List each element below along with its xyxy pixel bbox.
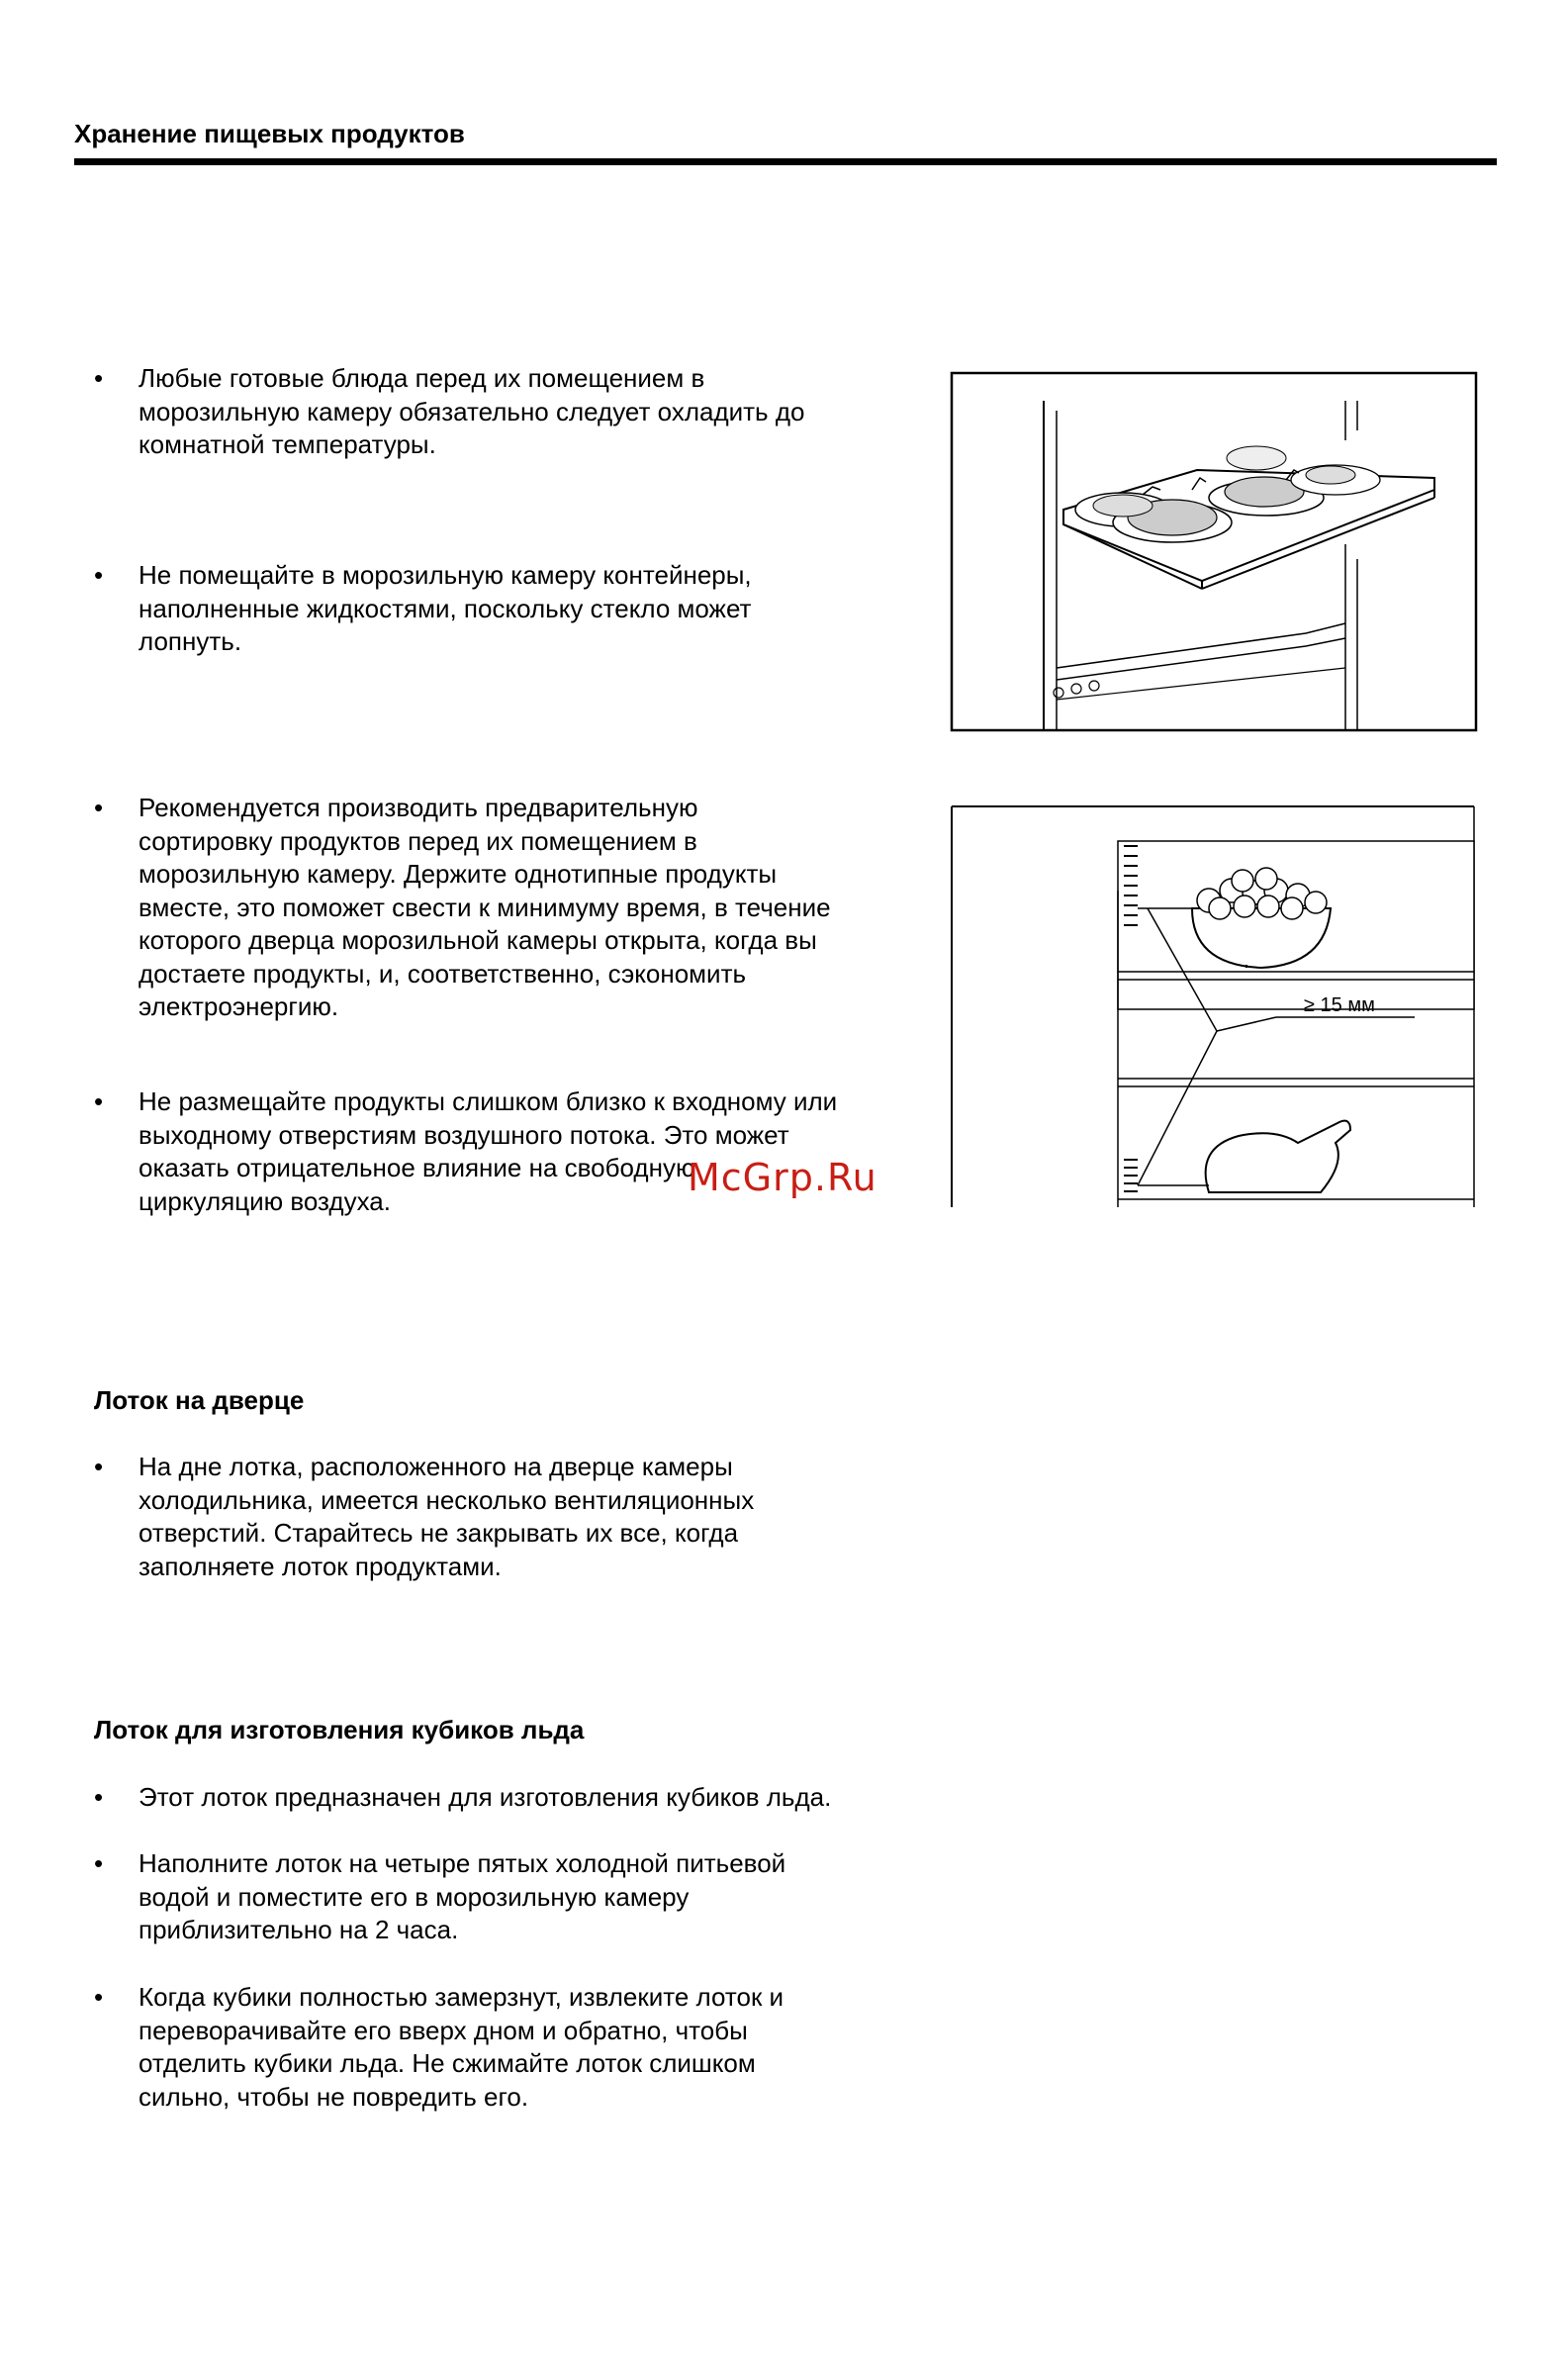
bullet-icon: • — [94, 1086, 104, 1116]
list-item-text: На дне лотка, расположенного на дверце камеры холодильника, имеется несколько вентиляционных отверстий. Старайтесь не закрывать их все, когда заполняете лоток продуктами. — [138, 1452, 755, 1581]
bullet-icon: • — [94, 1848, 104, 1878]
watermark: McGrp.Ru — [688, 1156, 877, 1199]
bullet-icon: • — [94, 1982, 104, 2012]
freezer-shelf-illustration — [950, 371, 1478, 732]
spacing-dimension-label: ≥ 15 мм — [1304, 994, 1375, 1016]
bullet-icon: • — [94, 1452, 104, 1481]
list-item-text: Любые готовые блюда перед их помещением в морозильную камеру обязательно следует охладить до комнатной температуры. — [138, 363, 805, 459]
bullet-icon: • — [94, 560, 104, 590]
list-item-text: Не помещайте в морозильную камеру контейнеры, наполненные жидкостями, поскольку стекло может лопнуть. — [138, 560, 752, 656]
list-item-text: Рекомендуется производить предварительную сортировку продуктов перед их помещением в морозильную камеру. Держите однотипные продукты вместе, это поможет свести к минимуму время, в течение которого дверца морозильной камеры открыта, когда вы достаете продукты, и, соответственно, сэкономить электроэнергию. — [138, 793, 831, 1021]
list-item-text: Наполните лоток на четыре пятых холодной питьевой водой и поместите его в морозильную камеру приблизительно на 2 часа. — [138, 1848, 786, 1944]
page-title: Хранение пищевых продуктов — [74, 119, 465, 148]
list-item-text: Не размещайте продукты слишком близко к входному или выходному отверстиям воздушного потока. Это может оказать отрицательное влияние на свободную циркуляцию воздуха. — [138, 1086, 838, 1216]
list-item-text: Этот лоток предназначен для изготовления кубиков льда. — [138, 1782, 832, 1812]
bullet-icon: • — [94, 1782, 104, 1812]
airflow-spacing-illustration — [950, 801, 1478, 1207]
door-tray-heading: Лоток на дверце — [94, 1385, 305, 1415]
list-item-text: Когда кубики полностью замерзнут, извлеките лоток и переворачивайте его вверх дном и обратно, чтобы отделить кубики льда. Не сжимайте лоток слишком сильно, чтобы не повредить его. — [138, 1982, 784, 2112]
bullet-icon: • — [94, 363, 104, 393]
ice-tray-heading: Лоток для изготовления кубиков льда — [94, 1715, 585, 1744]
title-rule — [74, 158, 1497, 165]
bullet-icon: • — [94, 793, 104, 822]
